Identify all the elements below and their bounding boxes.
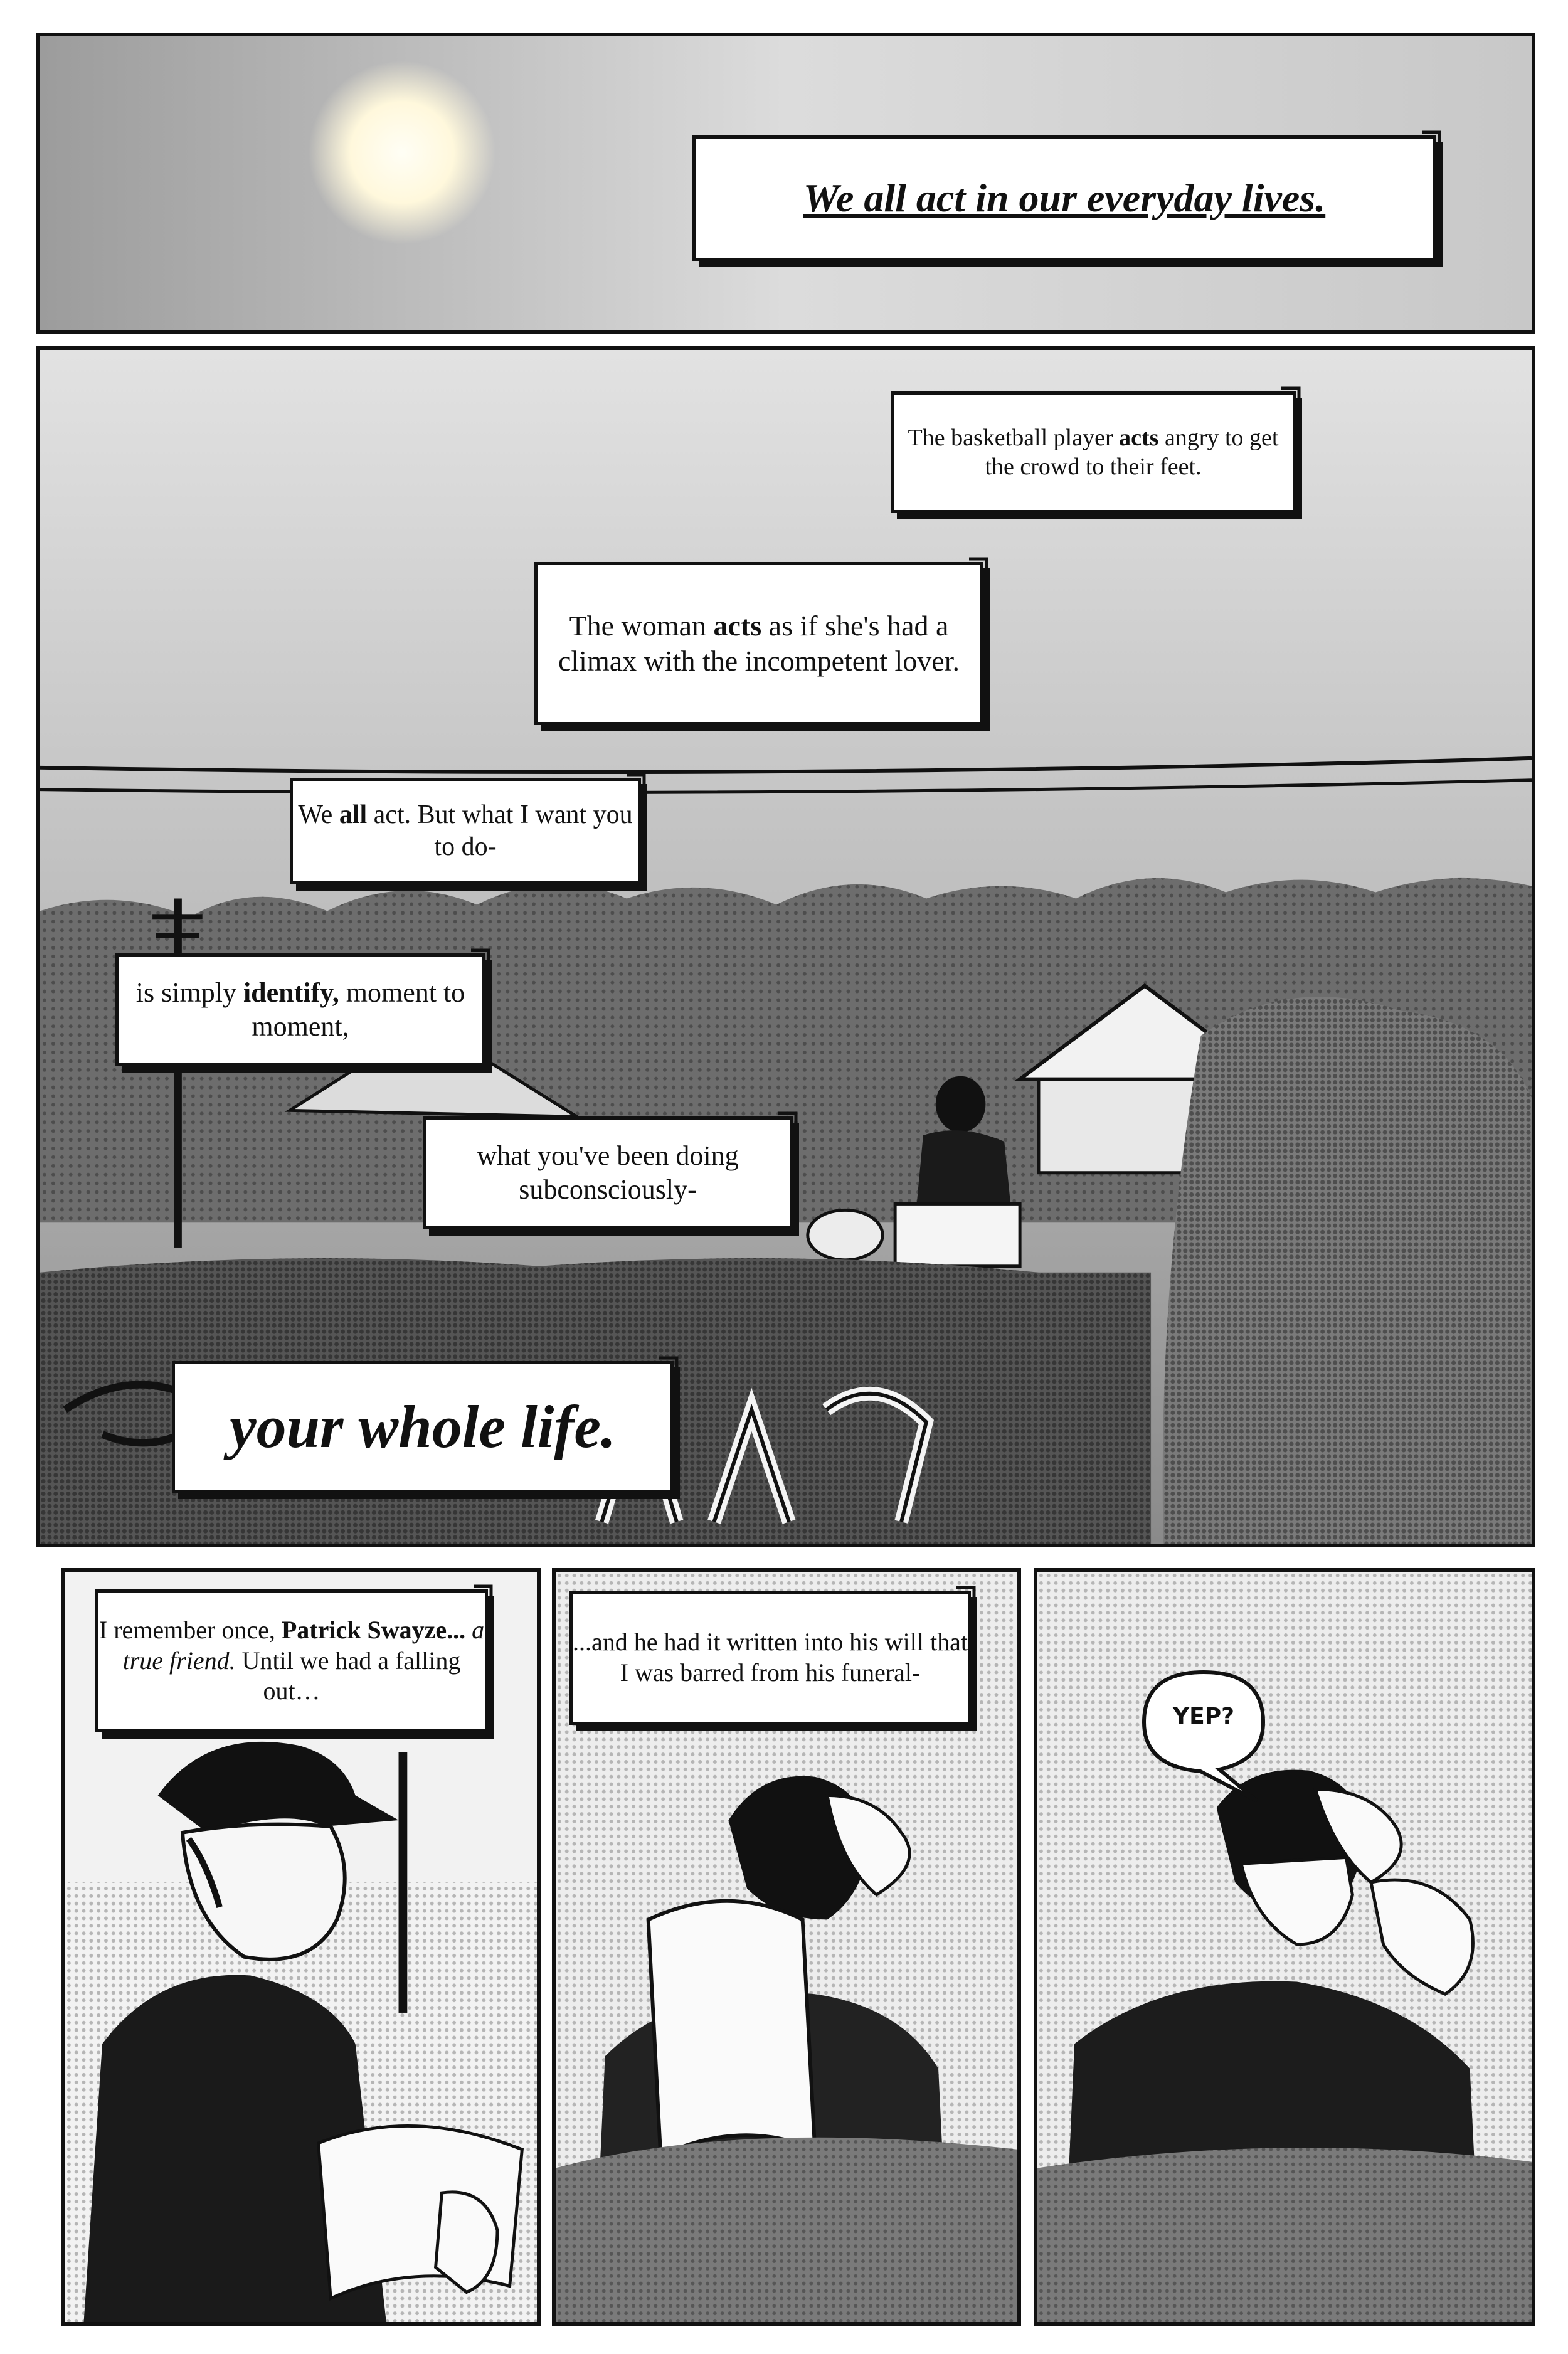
caption-text: is simply identify, moment to moment, — [135, 977, 465, 1042]
caption-subconsciously — [423, 1116, 793, 1229]
caption-funeral — [569, 1591, 971, 1725]
caption-whole-life — [172, 1361, 674, 1493]
caption-patrick-swayze — [95, 1589, 488, 1732]
panel-1 — [36, 33, 1535, 334]
caption-text: The basketball player acts angry to get the crowd to their feet. — [908, 424, 1279, 480]
caption-corner-icon — [777, 1111, 798, 1130]
speech-text: YEP? — [1173, 1704, 1234, 1729]
caption-identify — [115, 953, 485, 1066]
caption-we-all-act — [290, 778, 641, 884]
caption-text: your whole life. — [230, 1393, 616, 1461]
caption-text: We all act. But what I want you to do- — [298, 800, 633, 861]
panel-3 — [61, 1568, 541, 2326]
caption-text: I remember once, Patrick Swayze... a true friend. Until we had a falling out… — [98, 1615, 485, 1705]
panel-2 — [36, 346, 1535, 1547]
speech-bubble-yep — [1131, 1660, 1276, 1804]
caption-corner-icon — [470, 948, 491, 967]
panel-5-scene — [1037, 1572, 1532, 2322]
caption-text: ...and he had it written into his will that I was barred from his funeral- — [573, 1628, 968, 1687]
caption-text: what you've been doing subconsciously- — [477, 1140, 739, 1205]
panel-5 — [1034, 1568, 1535, 2326]
caption-text: We all act in our everyday lives. — [803, 175, 1326, 220]
caption-corner-icon — [472, 1584, 494, 1603]
caption-basketball — [891, 391, 1296, 513]
caption-corner-icon — [658, 1355, 679, 1374]
caption-woman — [534, 562, 983, 725]
panel-4 — [552, 1568, 1021, 2326]
caption-everyday-lives — [692, 135, 1436, 261]
caption-corner-icon — [1280, 386, 1301, 405]
sun-icon — [309, 61, 495, 245]
caption-corner-icon — [625, 772, 647, 791]
caption-corner-icon — [955, 1585, 977, 1604]
caption-corner-icon — [1421, 130, 1442, 149]
caption-corner-icon — [968, 556, 989, 575]
speech-bubble-shape — [1131, 1660, 1276, 1804]
caption-text: The woman acts as if she's had a climax with the incompetent lover. — [558, 609, 960, 677]
